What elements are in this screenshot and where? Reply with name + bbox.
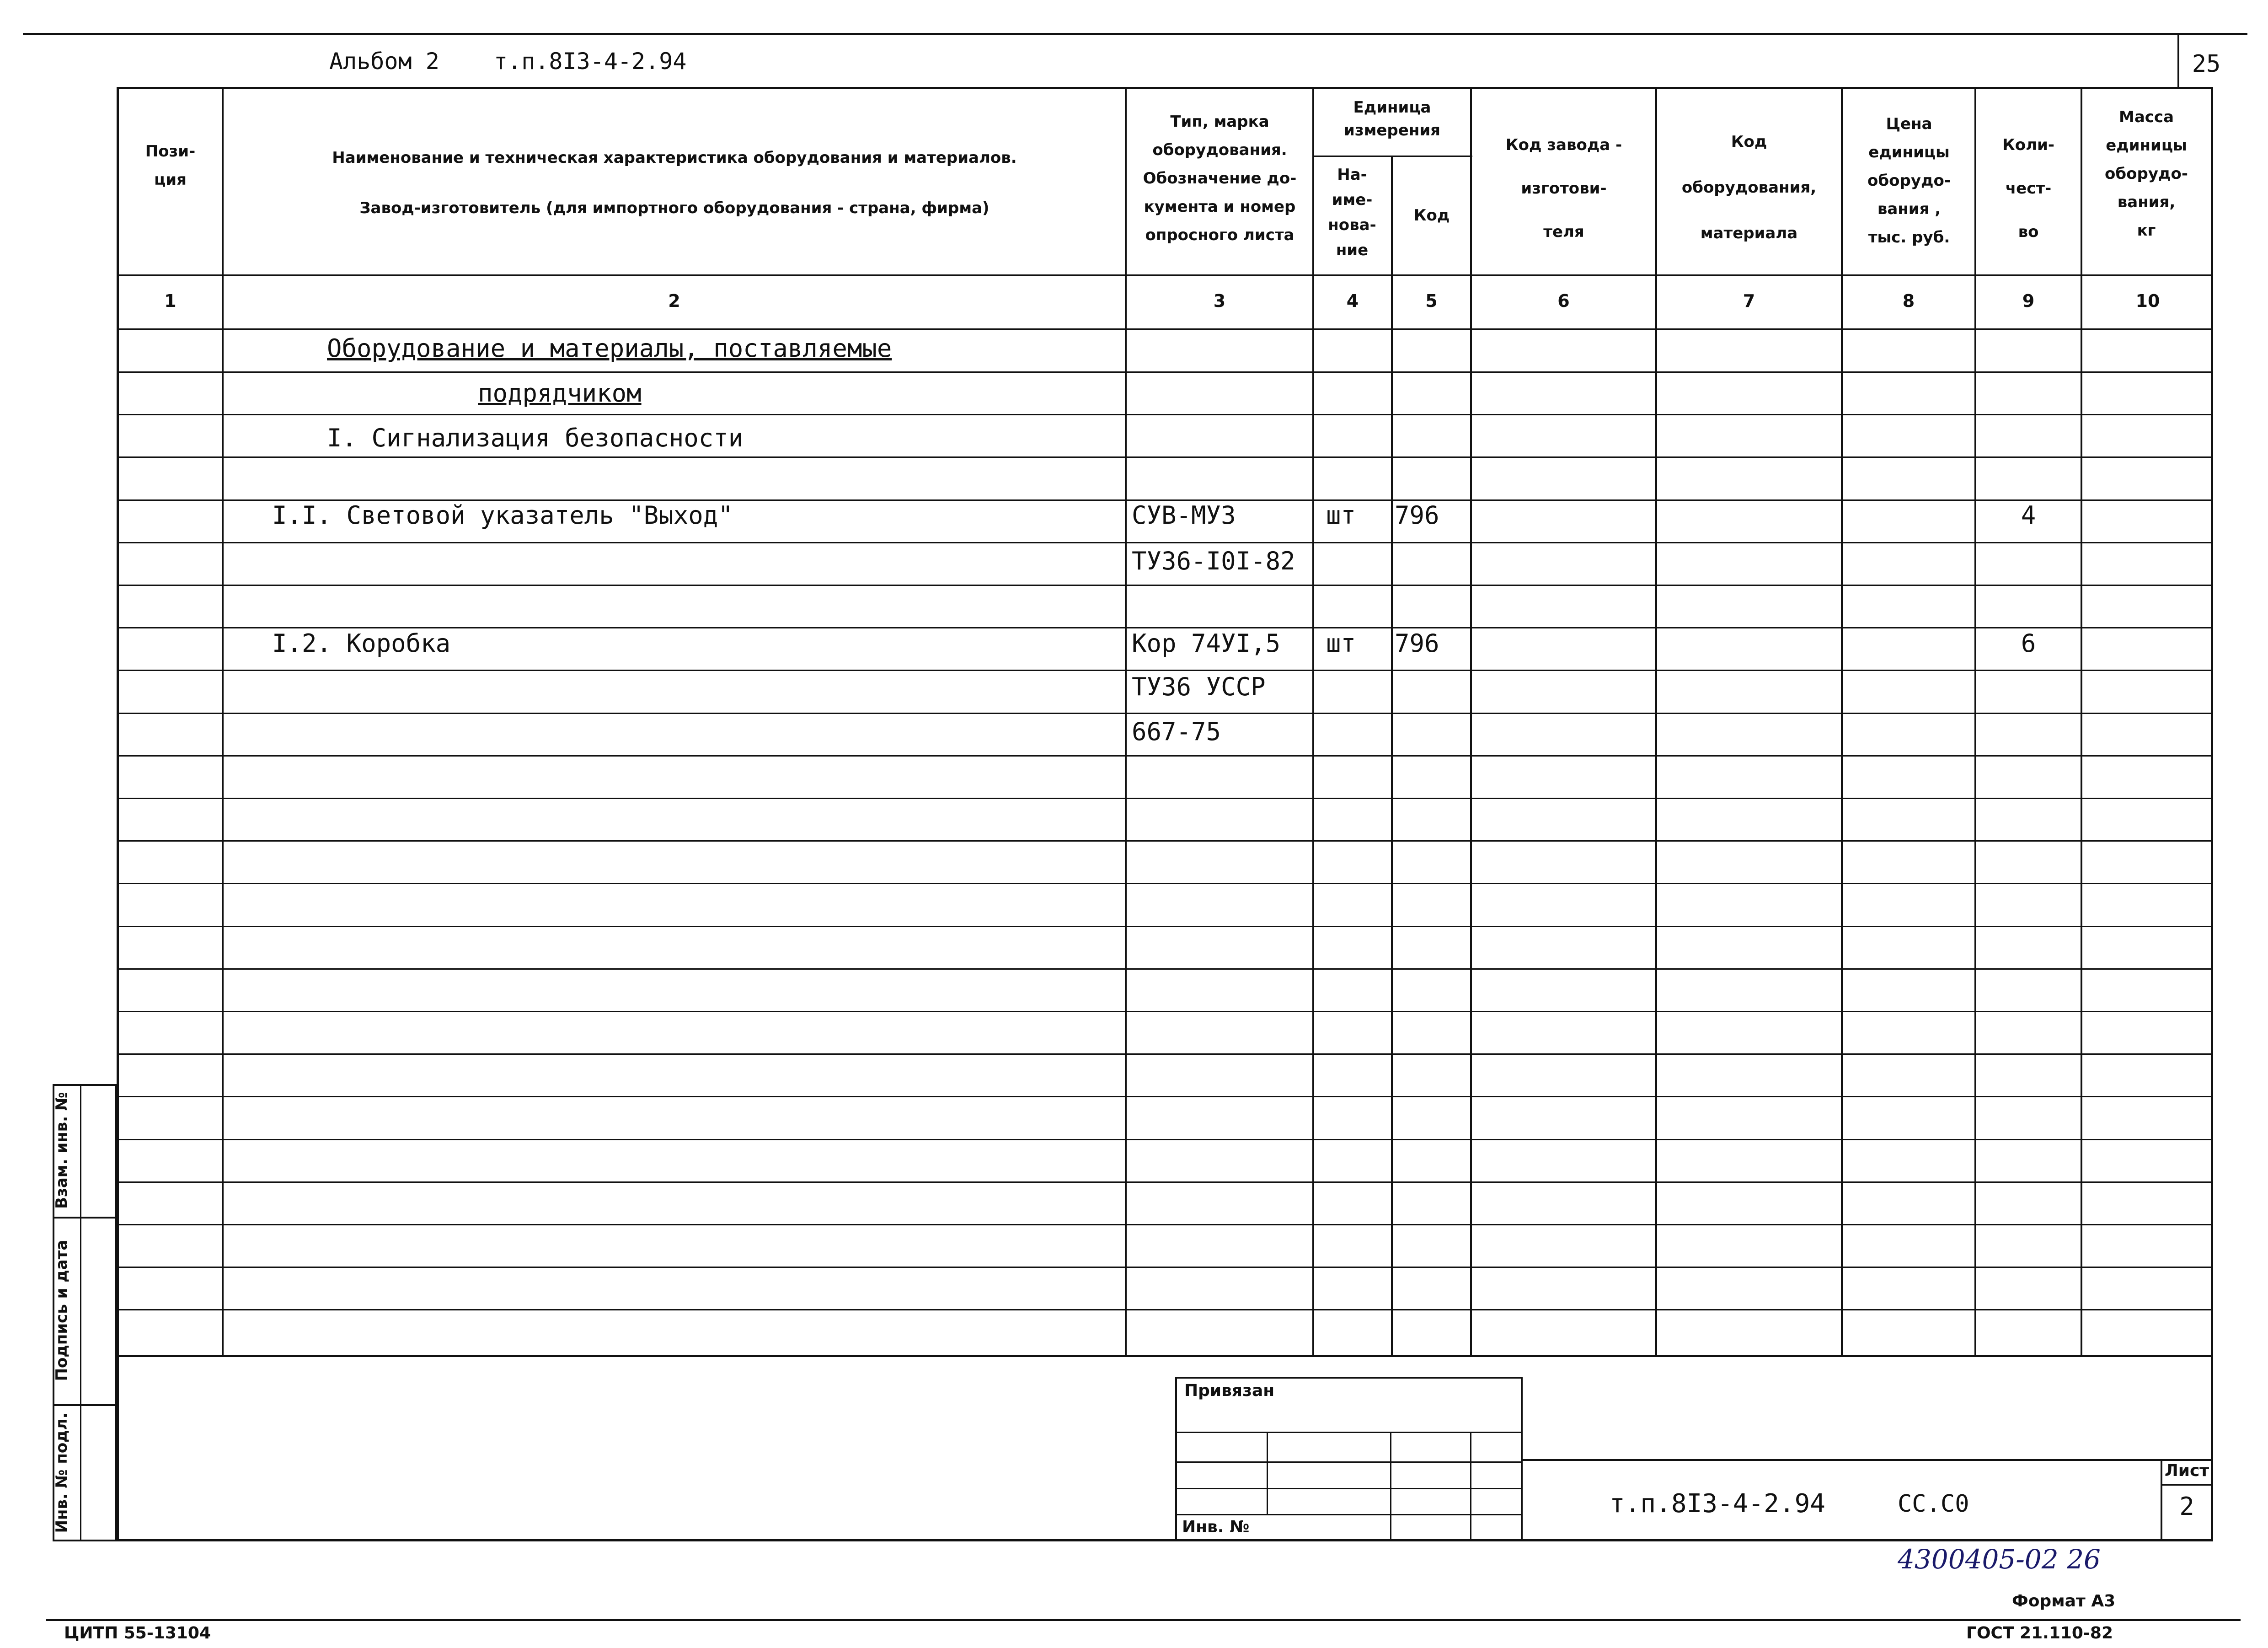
col-number: 6 <box>1557 291 1570 311</box>
header-type: Тип, марка оборудования. Обозначение до- кумента и номер опросного листа <box>1143 113 1297 244</box>
side-stamp-line-2 <box>53 1404 117 1406</box>
row-separator <box>117 542 2213 543</box>
top-border-line <box>23 33 2247 35</box>
row-separator <box>117 1053 2213 1055</box>
row-separator <box>117 585 2213 586</box>
subsection-title: I. Сигнализация безопасности <box>327 424 744 452</box>
project-code: т.п.8I3-4-2.94 <box>494 48 687 75</box>
side-stamp-line-1 <box>53 1217 117 1219</box>
col-number: 1 <box>164 291 177 311</box>
section-title-line1: Оборудование и материалы, поставляемые <box>327 334 892 363</box>
table-bottom-line <box>117 1355 2213 1357</box>
sheet-label-line <box>2161 1484 2213 1486</box>
row-separator <box>117 1011 2213 1012</box>
row-separator <box>117 1309 2213 1310</box>
header-mass: Масса единицы оборудо- вания, кг <box>2105 108 2188 240</box>
row-separator <box>117 840 2213 842</box>
header-name: Наименование и техническая характеристика оборудования и материалов. Завод-изготовитель (для импортного оборудования - страна, фирма) <box>332 149 1017 217</box>
col-line-8 <box>1974 87 1976 1356</box>
footer-right: ГОСТ 21.110-82 <box>1966 1624 2113 1643</box>
row-separator <box>117 1224 2213 1225</box>
header-price: Цена единицы оборудо- вания , тыс. руб. <box>1867 115 1951 247</box>
header-factory-code: Код завода - изготови- теля <box>1505 136 1622 241</box>
privyazan-vline-2 <box>1390 1432 1391 1541</box>
col-line-3 <box>1312 87 1314 1356</box>
item-1-2-type: Кор 74УI,5 <box>1132 629 1281 658</box>
row-separator <box>117 414 2213 415</box>
side-stamp-divider <box>80 1084 81 1541</box>
row-separator <box>117 1267 2213 1268</box>
col-line-9 <box>2081 87 2082 1356</box>
item-1-1-unit: шт <box>1326 501 1356 530</box>
row-separator <box>117 456 2213 458</box>
row-separator <box>117 371 2213 373</box>
footer-left: ЦИТП 55-13104 <box>64 1624 211 1643</box>
handwritten-number: 4300405-02 26 <box>1898 1544 2101 1575</box>
row-separator <box>117 755 2213 757</box>
row-separator <box>117 883 2213 884</box>
privyazan-vline-1 <box>1267 1432 1268 1514</box>
header-equipment-code: Код оборудования, материала <box>1681 133 1817 242</box>
item-1-1-type: СУВ-МУЗ <box>1132 501 1236 530</box>
item-1-2-standard-cont: 667-75 <box>1132 717 1221 746</box>
row-separator <box>117 627 2213 628</box>
col-line-5 <box>1470 87 1472 1356</box>
inv-no-label: Инв. № <box>1182 1518 1250 1536</box>
row-separator <box>117 713 2213 714</box>
item-1-2-code: 796 <box>1395 629 1439 658</box>
item-1-1-code: 796 <box>1395 501 1439 530</box>
header-unit-group: Единица измерения <box>1344 98 1440 140</box>
album-label: Альбом 2 <box>329 48 439 75</box>
doc-mark: СС.С0 <box>1898 1490 1969 1518</box>
side-stamp-inv-podl: Инв. № подл. <box>53 1412 71 1533</box>
row-separator <box>117 926 2213 927</box>
item-1-2-qty: 6 <box>2021 629 2036 658</box>
doc-code: т.п.8I3-4-2.94 <box>1610 1489 1826 1519</box>
header-position: Пози- ция <box>145 142 196 189</box>
item-1-2-unit: шт <box>1326 629 1356 658</box>
col-number: 3 <box>1213 291 1226 311</box>
sheet-number: 2 <box>2179 1492 2194 1521</box>
title-block-top <box>1523 1459 2213 1461</box>
col-number: 9 <box>2022 291 2035 311</box>
privyazan-label: Привязан <box>1184 1381 1275 1400</box>
header-unit-name: На- име- нова- ние <box>1328 166 1376 259</box>
side-stamp-podpis: Подпись и дата <box>53 1240 71 1381</box>
col-number: 4 <box>1346 291 1359 311</box>
item-1-2-name: I.2. Коробка <box>272 629 451 658</box>
side-stamp-vzam: Взам. инв. № <box>53 1092 71 1209</box>
row-separator <box>117 968 2213 970</box>
section-title-line2: подрядчиком <box>478 379 642 408</box>
col-line-7 <box>1841 87 1843 1356</box>
col-line-6 <box>1655 87 1657 1356</box>
col-number: 5 <box>1425 291 1438 311</box>
header-unit-code: Код <box>1413 206 1450 225</box>
col-line-1 <box>222 87 224 1356</box>
page-number: 25 <box>2192 50 2221 78</box>
col-line-2 <box>1125 87 1127 1356</box>
item-1-1-standard: ТУ36-I0I-82 <box>1132 547 1295 575</box>
format-label: Формат А3 <box>2012 1592 2116 1610</box>
row-separator <box>117 670 2213 671</box>
col-number: 7 <box>1743 291 1755 311</box>
row-separator <box>117 1139 2213 1140</box>
col-number: 2 <box>668 291 680 311</box>
item-1-1-name: I.I. Световой указатель "Выход" <box>272 501 733 530</box>
item-1-1-qty: 4 <box>2021 501 2036 530</box>
sheet-label: Лист <box>2164 1461 2209 1480</box>
unit-subheader-line <box>1312 156 1472 157</box>
row-separator <box>117 1096 2213 1097</box>
bottom-rule <box>46 1619 2241 1621</box>
row-separator <box>117 1181 2213 1183</box>
item-1-2-standard: ТУ36 УССР <box>1132 672 1266 701</box>
numbers-bottom-line <box>117 328 2213 330</box>
privyazan-vline-3 <box>1470 1432 1471 1541</box>
col-number: 10 <box>2135 291 2160 311</box>
header-bottom-line <box>117 274 2213 276</box>
page-number-divider <box>2177 33 2179 87</box>
row-separator <box>117 798 2213 799</box>
header-quantity: Коли- чест- во <box>2002 136 2054 241</box>
col-number: 8 <box>1902 291 1915 311</box>
